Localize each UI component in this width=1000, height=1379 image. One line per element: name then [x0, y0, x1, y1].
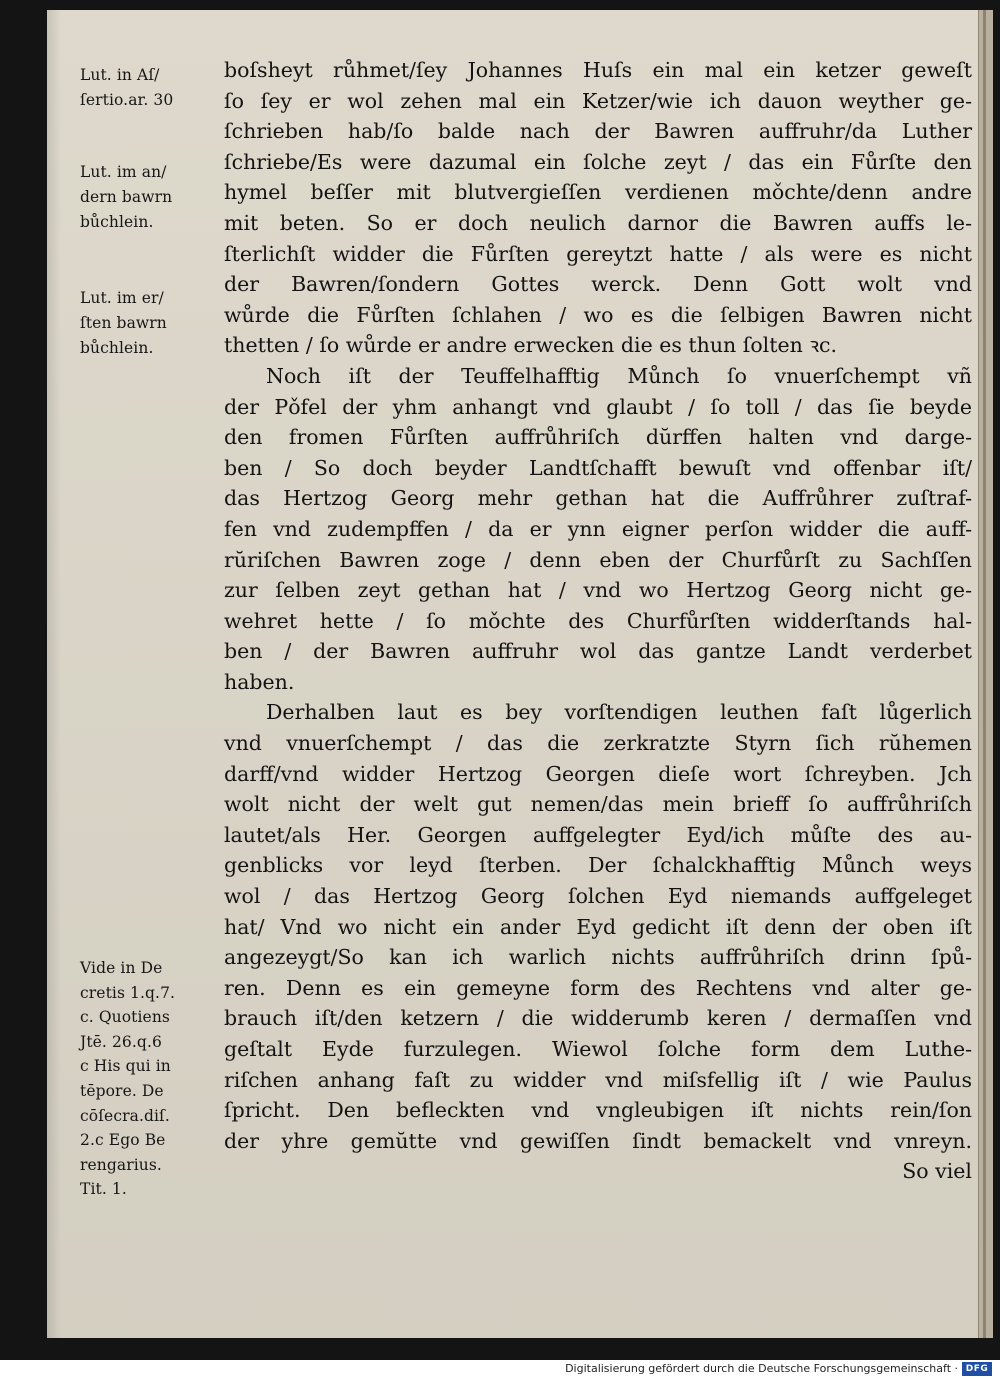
margin-note: [80, 160, 215, 235]
text-line: brauch iſt/den ketzern / die widderumb keren / dermaſſen vnd: [224, 1006, 972, 1031]
text-line: vnd vnuerſchempt / das die zerkratzte Styrn ſich rŭhemen: [224, 731, 972, 756]
text-line: das Hertzog Georg mehr gethan hat die Auffrůhrer zuſtraf-: [224, 486, 972, 511]
text-line: der Bawren/ſondern Gottes werck. Denn Gott wolt vnd: [224, 272, 972, 297]
paragraph-start-line: Derhalben laut es bey vorſtendigen leuthen faſt lůgerlich: [266, 700, 972, 725]
margin-note-line: Vide in De: [80, 959, 163, 977]
catchword: So viel: [902, 1159, 972, 1184]
text-line: ſchrieben hab/ſo balde nach der Bawren auffruhr/da Luther: [224, 119, 972, 144]
margin-note: [80, 286, 215, 361]
text-line: geſtalt Eyde furzulegen. Wiewol ſolche form dem Luthe-: [224, 1037, 972, 1061]
text-line: ben / der Bawren auffruhr wol das gantze Landt verderbet: [224, 639, 972, 664]
margin-note-line: bůchlein.: [80, 213, 154, 231]
margin-note: [80, 63, 215, 113]
text-line: den fromen Fůrſten auffrůhriſch dŭrffen halten vnd darge-: [224, 425, 972, 450]
text-line: hymel beſſer mit blutvergieſſen verdienen mǒchte/denn andre: [224, 180, 972, 205]
margin-note-line: cōſecra.diſ.: [80, 1106, 170, 1125]
text-line: zur ſelben zeyt gethan hat / vnd wo Hertzog Georg nicht ge-: [224, 578, 972, 603]
text-line: wolt nicht der welt gut nemen/das mein brieff ſo auffrůhriſch: [224, 792, 972, 817]
margin-note-line: c His qui in: [80, 1057, 171, 1076]
text-line: der Pǒfel der yhm anhangt vnd glaubt / ſo toll / das ſie beyde: [224, 394, 972, 419]
margin-note-line: ſten bawrn: [80, 314, 167, 332]
text-line: ſpricht. Den befleckten vnd vngleubigen iſt nichts rein/ſon: [224, 1098, 972, 1123]
margin-note-line: 2.c Ego Be: [80, 1131, 166, 1150]
margin-note-line: rengarius.: [80, 1155, 162, 1174]
dfg-logo: DFG: [962, 1362, 992, 1376]
margin-note-line: dern bawrn: [80, 188, 173, 206]
margin-note-line: bůchlein.: [80, 339, 154, 357]
text-line: rŭriſchen Bawren zoge / denn eben der Churfůrſt zu Sachſſen: [224, 547, 972, 572]
text-line: angezeygt/So kan ich warlich nichts auffrůhriſch drinn ſpů-: [224, 945, 972, 970]
text-line: ren. Denn es ein gemeyne form des Rechtens vnd alter ge-: [224, 975, 972, 1000]
footer-bar: [0, 1360, 1000, 1379]
text-line: ſchriebe/Es were dazumal ein ſolche zeyt / das ein Fůrſte den: [224, 149, 972, 174]
text-line: wehret hette / ſo mǒchte des Churfůrſten widderſtands hal-: [224, 608, 972, 633]
margin-note-line: Lut. im er/: [80, 289, 164, 307]
text-line: ſterlichſt widder die Fůrſten gereytzt hatte / als were es nicht: [224, 241, 972, 266]
text-line: wůrde die Fůrſten ſchlahen / wo es die ſelbigen Bawren nicht: [224, 302, 972, 327]
text-line: genblicks vor leyd ſterben. Der ſchalckhafftig Můnch weys: [224, 853, 972, 878]
margin-note-line: Tit. 1.: [80, 1180, 127, 1199]
text-line: wol / das Hertzog Georg ſolchen Eyd niemands auffgeleget: [224, 884, 972, 909]
main-text-block: [224, 55, 972, 1187]
page-edge-shadow: [983, 10, 986, 1338]
margin-note-line: tēpore. De: [80, 1081, 164, 1100]
margin-note-line: cretis 1.q.7.: [80, 983, 176, 1002]
text-line: riſchen anhang faſt zu widder vnd miſsfellig iſt / wie Paulus: [224, 1067, 972, 1092]
text-line: haben.: [224, 669, 295, 694]
margin-note-line: Lut. im an/: [80, 163, 167, 181]
margin-note-line: ſertio.ar. 30: [80, 91, 174, 109]
text-line: thetten / ſo wůrde er andre erwecken die es thun ſolten ꝛc.: [224, 333, 838, 358]
text-line: hat/ Vnd wo nicht ein ander Eyd gedicht iſt denn der oben iſt: [224, 914, 972, 939]
text-line: mit beten. So er doch neulich darnor die Bawren auffs le-: [224, 210, 972, 235]
digitization-credit: Digitalisierung gefördert durch die Deutsche Forschungsgemeinschaft ·: [565, 1362, 958, 1375]
text-line: ben / So doch beyder Landtſchafft bewuſt vnd offenbar iſt/: [224, 455, 972, 480]
margin-note-line: Jtē. 26.q.6: [80, 1032, 162, 1051]
margin-note-line: c. Quotiens: [80, 1008, 170, 1027]
text-line: der yhre gemŭtte vnd gewiſſen ſindt bemackelt vnd vnreyn.: [224, 1128, 972, 1153]
text-line: darff/vnd widder Hertzog Georgen dieſe wort ſchreyben. Jch: [224, 761, 972, 786]
text-line: ſo ſey er wol zehen mal ein Ketzer/wie ich dauon weyther ge-: [224, 88, 972, 113]
text-line: fen vnd zudempffen / da er ynn eigner perſon widder die auff-: [224, 516, 972, 541]
text-line: boſsheyt růhmet/ſey Johannes Huſs ein mal ein ketzer geweſt: [224, 58, 972, 82]
text-line: lautet/als Her. Georgen auffgelegter Eyd/ich můſte des au-: [224, 822, 972, 847]
margin-note-line: Lut. in Aſ/: [80, 66, 160, 84]
paragraph-start-line: Noch iſt der Teuffelhafftig Můnch ſo vnuerſchempt vñ: [266, 363, 972, 388]
margin-note: [80, 956, 215, 1202]
